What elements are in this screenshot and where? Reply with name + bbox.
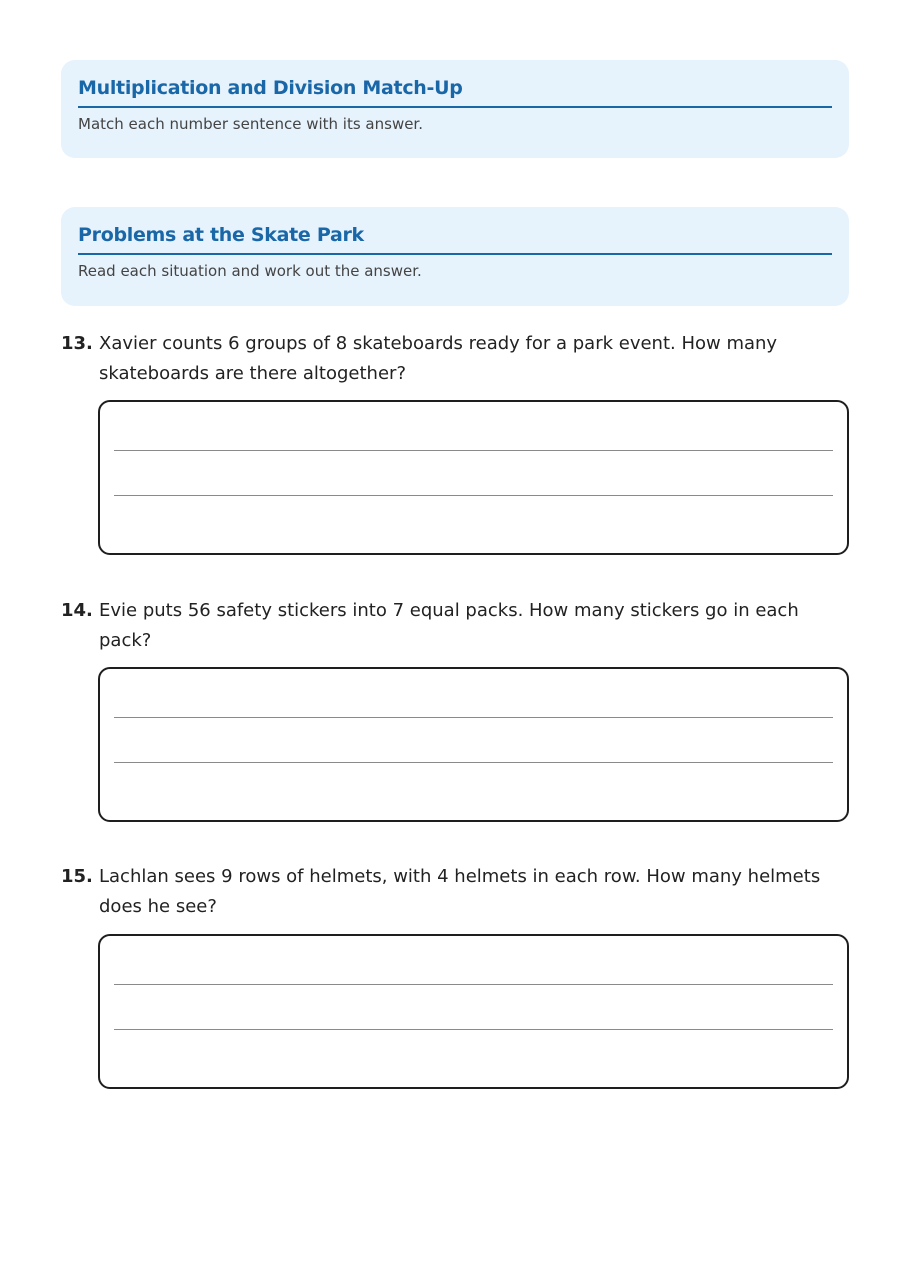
section-header-skate-park xyxy=(61,207,849,306)
question-text: Xavier counts 6 groups of 8 skateboards ready for a park event. How many skateboards are there altogether? xyxy=(99,333,778,384)
section-header-match-up xyxy=(61,60,849,158)
question-15 xyxy=(61,862,851,922)
question-number: 14. xyxy=(61,600,93,621)
answer-line xyxy=(114,450,833,451)
section-title: Problems at the Skate Park xyxy=(78,221,832,255)
question-13 xyxy=(61,329,851,389)
answer-box-14[interactable] xyxy=(98,667,849,822)
question-text: Evie puts 56 safety stickers into 7 equal packs. How many stickers go in each pack? xyxy=(99,600,799,651)
answer-line xyxy=(114,1029,833,1030)
section-instructions: Match each number sentence with its answer. xyxy=(78,115,423,133)
section-instructions: Read each situation and work out the answer. xyxy=(78,262,422,280)
answer-box-13[interactable] xyxy=(98,400,849,555)
answer-line xyxy=(114,984,833,985)
question-number: 15. xyxy=(61,866,93,887)
answer-line xyxy=(114,495,833,496)
question-text: Lachlan sees 9 rows of helmets, with 4 helmets in each row. How many helmets does he see? xyxy=(99,866,821,917)
answer-line xyxy=(114,762,833,763)
answer-box-15[interactable] xyxy=(98,934,849,1089)
question-14 xyxy=(61,596,851,656)
section-title: Multiplication and Division Match-Up xyxy=(78,74,832,108)
question-number: 13. xyxy=(61,333,93,354)
answer-line xyxy=(114,717,833,718)
